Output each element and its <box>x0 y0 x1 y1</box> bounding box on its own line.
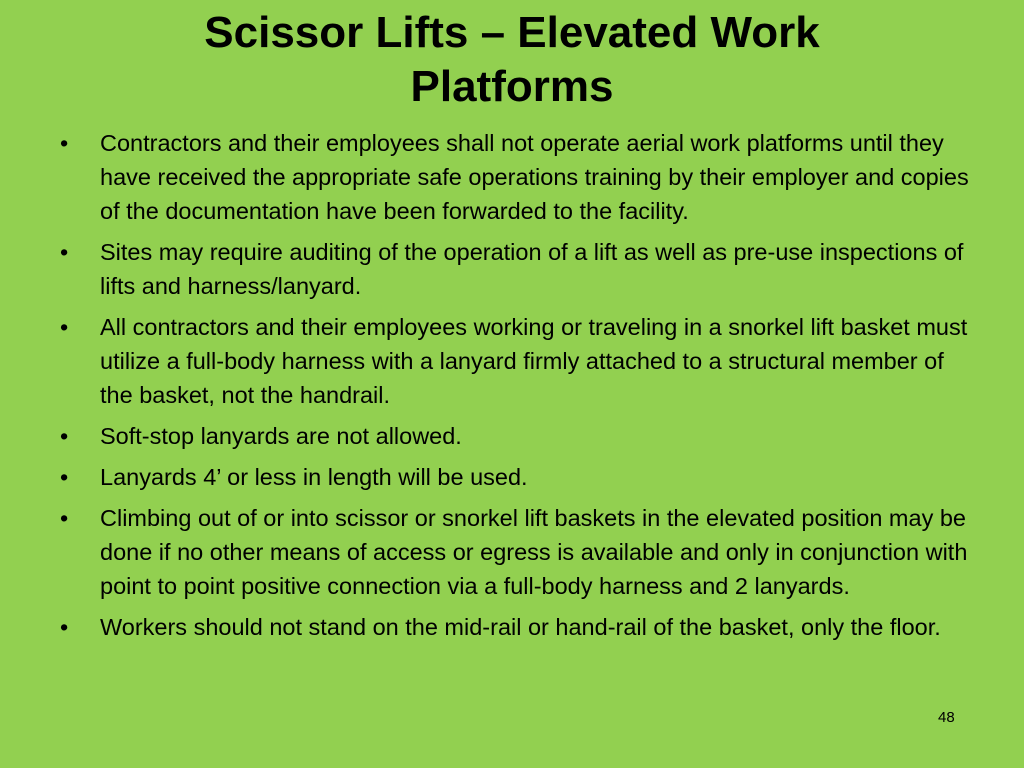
bullet-text: All contractors and their employees working or traveling in a snorkel lift basket must utilize a full-body harness with a lanyard firmly attached to a structural member of the basket, not the handrail. <box>100 314 968 408</box>
bullet-item-standing-on-rails <box>56 610 976 644</box>
bullet-text: Lanyards 4’ or less in length will be used. <box>100 464 528 490</box>
bullet-text: Sites may require auditing of the operation of a lift as well as pre-use inspections of lifts and harness/lanyard. <box>100 239 964 299</box>
page-number: 48 <box>938 709 955 726</box>
bullet-item-site-auditing <box>56 235 976 303</box>
bullet-icon: • <box>60 614 69 640</box>
bullet-icon: • <box>60 314 69 340</box>
bullet-icon: • <box>60 239 69 265</box>
slide-title-line-2: Platforms <box>410 62 614 111</box>
bullet-text: Workers should not stand on the mid-rail or hand-rail of the basket, only the floor. <box>100 614 941 640</box>
bullet-item-soft-stop-lanyards <box>56 419 976 453</box>
bullet-icon: • <box>60 464 69 490</box>
bullet-text: Climbing out of or into scissor or snorkel lift baskets in the elevated position may be done if no other means of access or egress is available and only in conjunction with point to point positive connection via a full-body harness and 2 lanyards. <box>100 505 968 599</box>
bullet-icon: • <box>60 423 69 449</box>
bullet-item-operator-training <box>56 126 976 228</box>
bullet-icon: • <box>60 130 69 156</box>
slide-title-line-1: Scissor Lifts – Elevated Work <box>204 8 820 57</box>
bullet-item-lanyard-length <box>56 460 976 494</box>
bullet-item-harness-requirement <box>56 310 976 412</box>
slide-title <box>80 6 944 114</box>
bullet-text: Contractors and their employees shall not operate aerial work platforms until they have received the appropriate safe operations training by their employer and copies of the documentation have been forwarded to the facility. <box>100 130 969 224</box>
bullet-item-climbing-baskets <box>56 501 976 603</box>
bullet-list <box>56 126 976 651</box>
bullet-icon: • <box>60 505 69 531</box>
bullet-text: Soft-stop lanyards are not allowed. <box>100 423 462 449</box>
